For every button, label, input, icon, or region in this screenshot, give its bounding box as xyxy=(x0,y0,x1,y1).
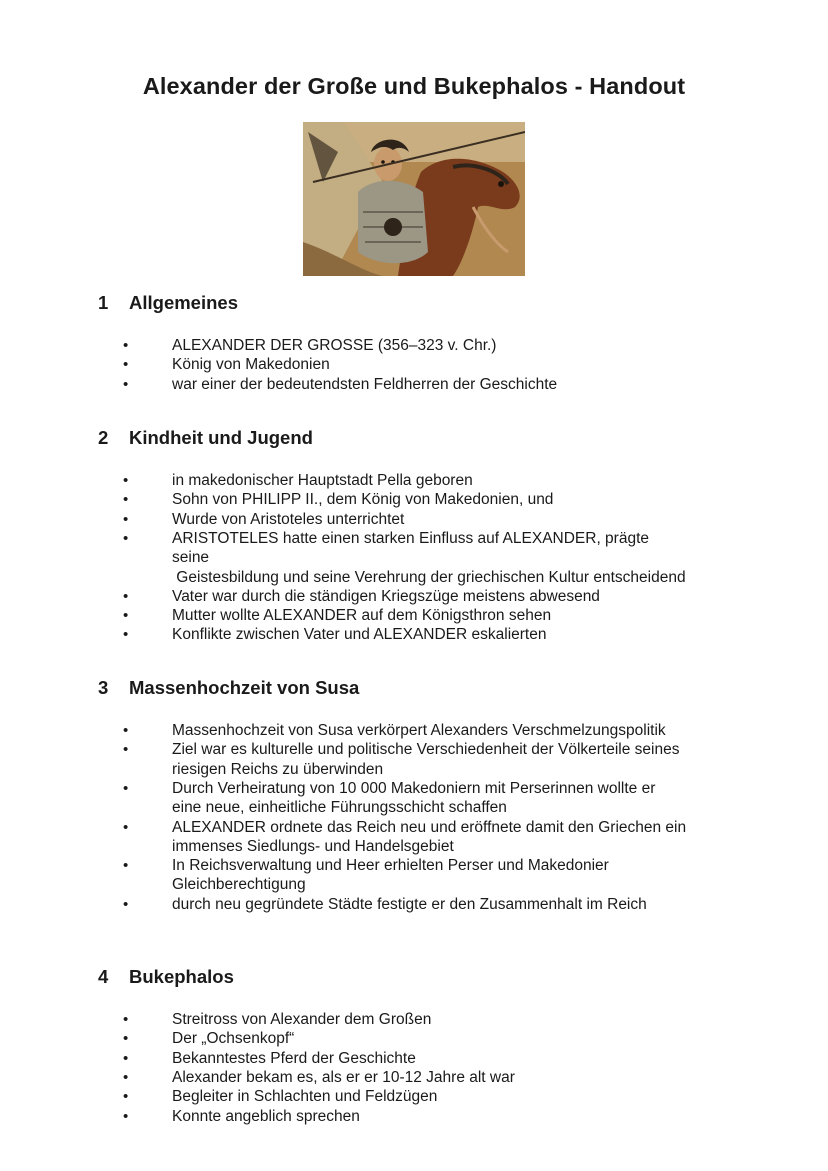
list-item-text: ALEXANDER ordnete das Reich neu und eröffnete damit den Griechen ein xyxy=(172,818,687,836)
bullet-marker: • xyxy=(123,587,129,605)
bullet-marker: • xyxy=(123,1030,129,1048)
list-item-text: eine neue, einheitliche Führungsschicht schaffen xyxy=(172,799,507,817)
list-item-text: Bekanntestes Pferd der Geschichte xyxy=(172,1049,416,1067)
bullet-marker: • xyxy=(123,356,129,374)
bullet-marker: • xyxy=(123,1107,129,1125)
list-item-text: Begleiter in Schlachten und Feldzügen xyxy=(172,1088,438,1106)
bullet-marker: • xyxy=(123,510,129,528)
bullet-marker: • xyxy=(123,722,129,739)
bullet-marker: • xyxy=(123,1068,129,1086)
bullet-marker: • xyxy=(123,779,129,797)
bullet-marker: • xyxy=(123,895,129,913)
document-title: Alexander der Große und Bukephalos - Handout xyxy=(142,73,686,99)
bullet-marker: • xyxy=(123,375,129,393)
section-heading xyxy=(98,966,234,988)
section-number: 3 xyxy=(98,677,109,698)
bullet-marker: • xyxy=(123,1088,129,1106)
list-item-text: Massenhochzeit von Susa verkörpert Alexanders Verschmelzungspolitik xyxy=(172,722,666,739)
section-title: Kindheit und Jugend xyxy=(129,427,313,448)
section-heading xyxy=(98,677,359,699)
bullet-marker: • xyxy=(123,529,129,547)
list-item-text: Mutter wollte ALEXANDER auf dem Königsthron sehen xyxy=(172,607,552,625)
list-item-text: Vater war durch die ständigen Kriegszüge meistens abwesend xyxy=(172,587,600,605)
bullet-marker: • xyxy=(123,607,129,625)
bullet-marker: • xyxy=(123,626,129,644)
list-item-text: seine xyxy=(172,549,210,567)
list-item-text: ALEXANDER DER GROSSE (356–323 v. Chr.) xyxy=(172,337,497,354)
bullet-marker: • xyxy=(123,818,129,836)
mosaic-image xyxy=(303,122,525,276)
list-item-text: ARISTOTELES hatte einen starken Einfluss auf ALEXANDER, prägte xyxy=(172,529,650,547)
list-item-text: König von Makedonien xyxy=(172,356,330,374)
list-item-text: Durch Verheiratung von 10 000 Makedoniern mit Perserinnen wollte er xyxy=(172,779,656,797)
list-item-text: durch neu gegründete Städte festigte er den Zusammenhalt im Reich xyxy=(172,895,647,913)
bullet-marker: • xyxy=(123,491,129,509)
list-item-text: Konnte angeblich sprechen xyxy=(172,1107,360,1125)
section-number: 1 xyxy=(98,292,109,313)
list-item-text: Alexander bekam es, als er er 10-12 Jahre alt war xyxy=(172,1068,515,1086)
section-title: Bukephalos xyxy=(129,966,234,987)
list-item-text: Der „Ochsenkopf“ xyxy=(172,1030,295,1048)
bullet-marker: • xyxy=(123,741,129,759)
list-item-text: Konflikte zwischen Vater und ALEXANDER eskalierten xyxy=(172,626,547,644)
list-item-text: immenses Siedlungs- und Handelsgebiet xyxy=(172,837,454,855)
list-item-text: in makedonischer Hauptstadt Pella geboren xyxy=(172,472,473,489)
alexander-mosaic-illustration xyxy=(303,122,525,276)
section-number: 2 xyxy=(98,427,109,448)
bullet-marker: • xyxy=(123,472,129,489)
bullet-marker: • xyxy=(123,857,129,875)
section-title: Allgemeines xyxy=(129,292,238,313)
list-item-text: Gleichberechtigung xyxy=(172,876,306,894)
bullet-marker: • xyxy=(123,1011,129,1028)
list-item-text: In Reichsverwaltung und Heer erhielten Perser und Makedonier xyxy=(172,857,609,875)
list-item-text: Sohn von PHILIPP II., dem König von Makedonien, und xyxy=(172,491,554,509)
list-item-text: war einer der bedeutendsten Feldherren der Geschichte xyxy=(172,375,558,393)
section-title: Massenhochzeit von Susa xyxy=(129,677,360,698)
bullet-marker: • xyxy=(123,337,129,354)
list-item-text: Geistesbildung und seine Verehrung der griechischen Kultur entscheidend xyxy=(172,568,686,586)
list-item-text: Wurde von Aristoteles unterrichtet xyxy=(172,510,405,528)
section-heading xyxy=(98,427,313,449)
section-number: 4 xyxy=(98,966,109,987)
list-item-text: riesigen Reichs zu überwinden xyxy=(172,760,384,778)
list-item-text: Streitross von Alexander dem Großen xyxy=(172,1011,432,1028)
bullet-marker: • xyxy=(123,1049,129,1067)
list-item-text: Ziel war es kulturelle und politische Verschiedenheit der Völkerteile seines xyxy=(172,741,680,759)
section-heading xyxy=(98,292,238,314)
